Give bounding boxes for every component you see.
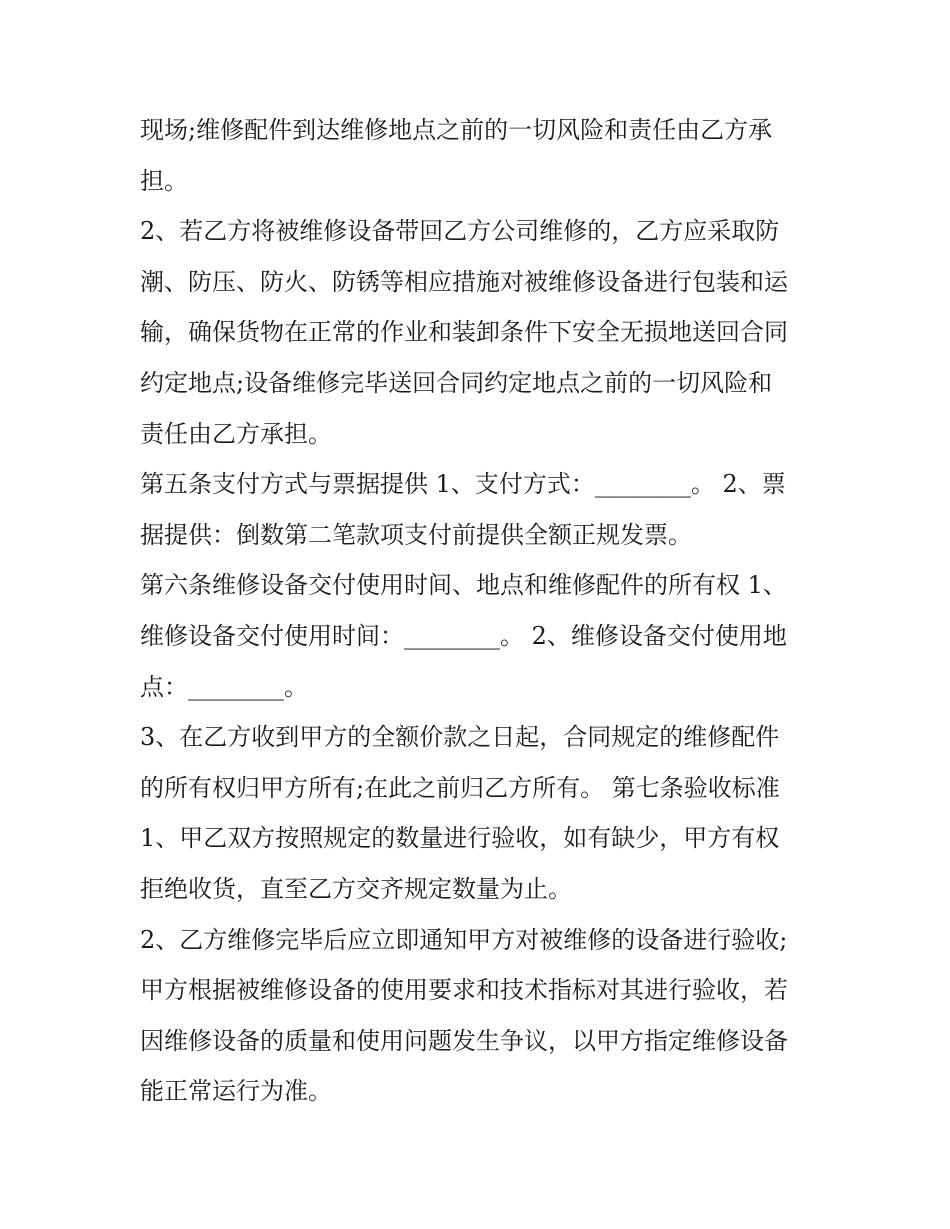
text-line: 2、乙方维修完毕后应立即通知甲方对被维修的设备进行验收; <box>140 925 788 954</box>
paragraph-return-transport <box>140 206 820 459</box>
document-body <box>140 105 820 1117</box>
text-line: 据提供：倒数第二笔款项支付前提供全额正规发票。 <box>140 520 692 549</box>
paragraph-article-5-payment <box>140 459 820 560</box>
text-line: 输，确保货物在正常的作业和装卸条件下安全无损地送回合同 <box>140 318 788 347</box>
text-line: 1、甲乙双方按照规定的数量进行验收，如有缺少，甲方有权 <box>140 824 780 853</box>
text-line: 维修设备交付使用时间：________。 2、维修设备交付使用地 <box>140 621 787 650</box>
text-line: 现场;维修配件到达维修地点之前的一切风险和责任由乙方承 <box>140 116 773 144</box>
text-line: 能正常运行为准。 <box>140 1077 332 1106</box>
paragraph-risk-liability <box>140 105 820 206</box>
text-line: 3、在乙方收到甲方的全额价款之日起，合同规定的维修配件 <box>140 723 780 752</box>
text-line: 因维修设备的质量和使用问题发生争议，以甲方指定维修设备 <box>140 1026 788 1055</box>
paragraph-article-6-delivery <box>140 560 820 712</box>
text-line: 责任由乙方承担。 <box>140 419 332 448</box>
paragraph-acceptance <box>140 915 820 1117</box>
text-line: 2、若乙方将被维修设备带回乙方公司维修的，乙方应采取防 <box>140 217 780 246</box>
text-line: 担。 <box>140 166 188 195</box>
text-line: 潮、防压、防火、防锈等相应措施对被维修设备进行包装和运 <box>140 267 788 296</box>
text-line: 点：________。 <box>140 672 308 701</box>
paragraph-ownership-article-7 <box>140 712 820 914</box>
text-line: 拒绝收货，直至乙方交齐规定数量为止。 <box>140 874 572 903</box>
text-line: 第六条维修设备交付使用时间、地点和维修配件的所有权 1、 <box>140 571 787 600</box>
text-line: 第五条支付方式与票据提供 1、支付方式：________。 2、票 <box>140 470 786 499</box>
text-line: 的所有权归甲方所有;在此之前归乙方所有。 第七条验收标准 <box>140 773 780 802</box>
text-line: 甲方根据被维修设备的使用要求和技术指标对其进行验收，若 <box>140 976 788 1005</box>
text-line: 约定地点;设备维修完毕送回合同约定地点之前的一切风险和 <box>140 368 773 397</box>
